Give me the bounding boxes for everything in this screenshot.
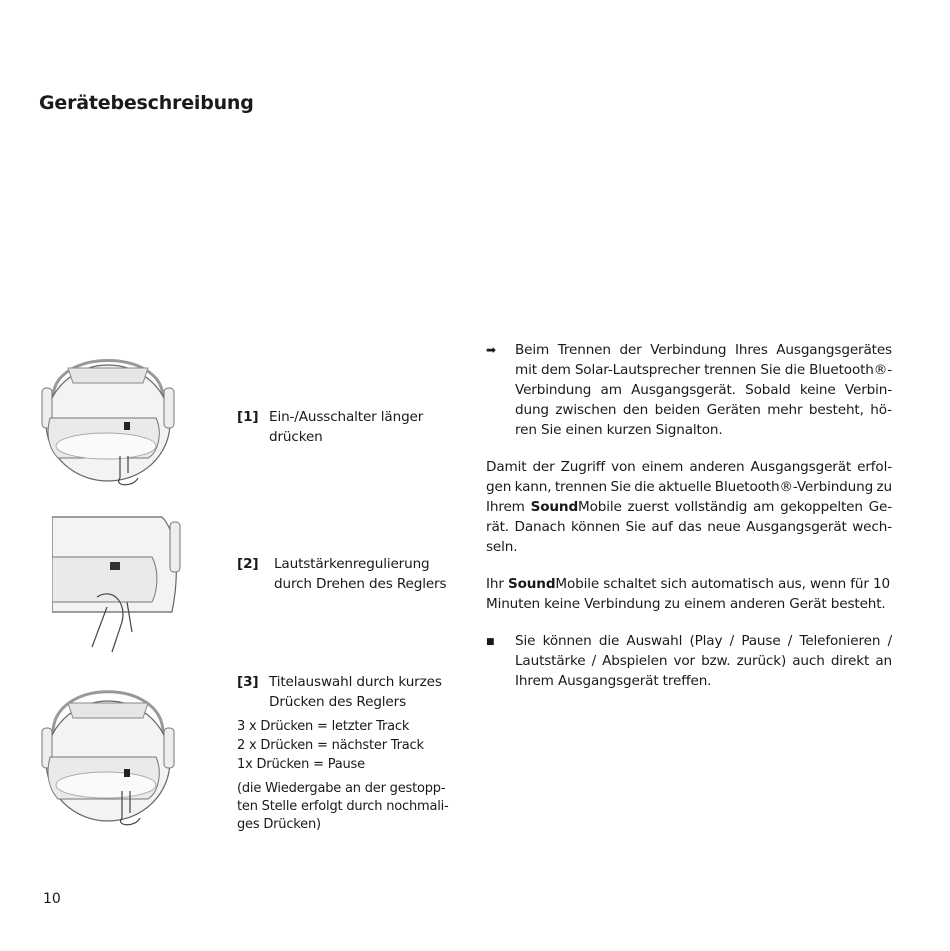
arrow-right-icon: ➡ bbox=[486, 343, 496, 357]
item-1 bbox=[237, 407, 452, 447]
note-line: ten Stelle erfolgt durch nochmali- bbox=[237, 799, 449, 814]
note-line: (die Wiedergabe an der gestopp- bbox=[237, 781, 446, 796]
item-text: Ein-/Ausschalter länger bbox=[269, 409, 424, 425]
text-line: Verbindung am Ausgangsgerät. Sobald keine Verbin- bbox=[515, 382, 892, 398]
text-line: Lautstärke / Abspielen vor bzw. zurück) auch direkt an bbox=[515, 653, 892, 669]
text-line: rät. Danach können Sie auf das neue Ausgangsgerät wech- bbox=[486, 519, 892, 535]
item-text: durch Drehen des Reglers bbox=[274, 576, 447, 592]
item-number: [2] bbox=[237, 556, 259, 572]
speaker-illustration-power bbox=[38, 338, 178, 488]
detail-line: 2 x Drücken = nächster Track bbox=[237, 738, 424, 753]
item-text: drücken bbox=[269, 429, 323, 445]
text-line: Damit der Zugriff von einem anderen Ausgangsgerät erfol- bbox=[486, 459, 892, 475]
item-text: Titelauswahl durch kurzes bbox=[269, 674, 442, 690]
item-text: Drücken des Reglers bbox=[269, 694, 407, 710]
item-number: [3] bbox=[237, 674, 259, 690]
text-span: Ihr bbox=[486, 576, 508, 592]
text-line: Sie können die Auswahl (Play / Pause / Telefonieren / bbox=[515, 633, 892, 649]
text-line: mit dem Solar-Lautsprecher trennen Sie die Bluetooth®- bbox=[515, 362, 892, 378]
square-bullet-icon: ■ bbox=[486, 637, 495, 647]
item-3 bbox=[237, 672, 452, 834]
text-span: Ihrem bbox=[486, 499, 531, 515]
page-title: Gerätebeschreibung bbox=[39, 92, 254, 114]
item-2 bbox=[237, 554, 452, 594]
text-line bbox=[486, 497, 892, 517]
item-number: [1] bbox=[237, 409, 259, 425]
page-number: 10 bbox=[43, 891, 61, 907]
speaker-illustration-track bbox=[38, 673, 178, 833]
paragraph-disconnect bbox=[486, 457, 892, 557]
text-line: Minuten keine Verbindung zu einem anderen Gerät besteht. bbox=[486, 596, 886, 612]
paragraph-autooff bbox=[486, 574, 892, 614]
arrow-paragraph bbox=[486, 340, 892, 440]
text-line: gen kann, trennen Sie die aktuelle Bluetooth®-Verbindung zu bbox=[486, 479, 892, 495]
note-line: ges Drücken) bbox=[237, 817, 321, 832]
text-line: dung zwischen den beiden Geräten mehr besteht, hö- bbox=[515, 402, 892, 418]
text-span: Mobile schaltet sich automatisch aus, wenn für 10 bbox=[555, 576, 890, 592]
text-line bbox=[486, 574, 892, 594]
brand-name: Sound bbox=[530, 499, 579, 515]
item-text: Lautstärkenregulierung bbox=[274, 556, 430, 572]
right-column bbox=[486, 340, 892, 691]
text-line: Ihrem Ausgangsgerät treffen. bbox=[515, 673, 712, 689]
text-line: seln. bbox=[486, 539, 518, 555]
detail-line: 1x Drücken = Pause bbox=[237, 757, 365, 772]
text-span: Mobile zuerst vollständig am gekoppelten Ge- bbox=[578, 499, 892, 515]
speaker-illustration-volume bbox=[52, 512, 182, 657]
square-paragraph bbox=[486, 631, 892, 691]
text-line: ren Sie einen kurzen Signalton. bbox=[515, 422, 723, 438]
brand-name: Sound bbox=[507, 576, 556, 592]
detail-line: 3 x Drücken = letzter Track bbox=[237, 719, 410, 734]
text-line: Beim Trennen der Verbindung Ihres Ausgangsgerätes bbox=[515, 342, 892, 358]
